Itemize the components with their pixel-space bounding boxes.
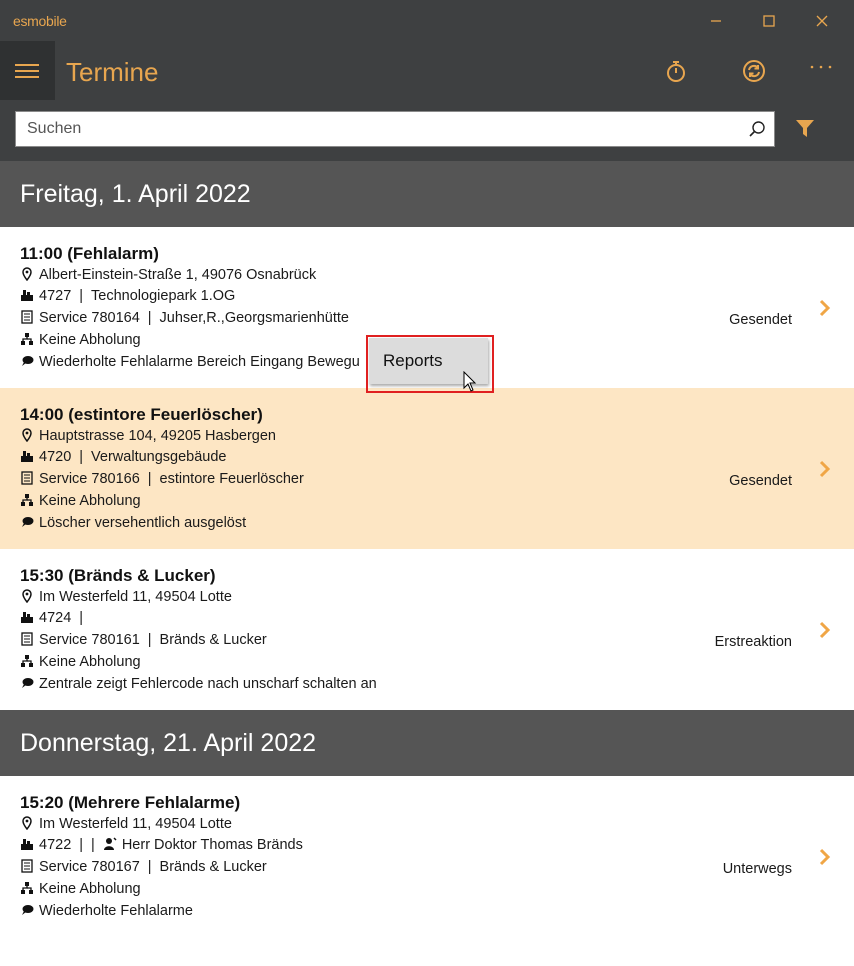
context-menu-item-reports[interactable]: Reports <box>383 351 443 370</box>
title-bar <box>0 0 854 41</box>
comment-icon <box>20 903 34 917</box>
pickup-line: Keine Abholung <box>20 654 141 670</box>
service-line: Service 780164 | Juhser,R.,Georgsmarienhütte <box>20 310 349 326</box>
chevron-right-icon[interactable] <box>818 299 832 317</box>
appointment-title: 11:00 (Fehlalarm) <box>20 244 159 263</box>
address-line: Im Westerfeld 11, 49504 Lotte <box>20 589 232 605</box>
appointment-title: 14:00 (estintore Feuerlöscher) <box>20 405 263 424</box>
app-header <box>0 41 854 100</box>
note-line: Löscher versehentlich ausgelöst <box>20 515 246 531</box>
address-line: Albert-Einstein-Straße 1, 49076 Osnabrück <box>20 267 316 283</box>
location-pin-icon <box>20 267 34 281</box>
location-pin-icon <box>20 428 34 442</box>
appointment-title: 15:30 (Bränds & Lucker) <box>20 566 216 585</box>
pickup-line: Keine Abholung <box>20 332 141 348</box>
location-pin-icon <box>20 589 34 603</box>
building-icon <box>20 449 34 463</box>
close-button[interactable] <box>811 10 833 32</box>
note-line: Wiederholte Fehlalarme Bereich Eingang Bewegu <box>20 354 360 370</box>
contact-person-icon <box>103 837 117 851</box>
object-line: 4720 | Verwaltungsgebäude <box>20 449 227 465</box>
appointment-title: 15:20 (Mehrere Fehlalarme) <box>20 793 241 812</box>
document-icon <box>20 310 34 324</box>
pickup-line: Keine Abholung <box>20 493 141 509</box>
search-icon[interactable] <box>748 120 766 138</box>
chevron-right-icon[interactable] <box>818 460 832 478</box>
app-name: esmobile <box>13 13 67 29</box>
hamburger-menu-button[interactable] <box>0 41 55 100</box>
service-line: Service 780161 | Bränds & Lucker <box>20 632 267 648</box>
object-line: 4722 | | Herr Doktor Thomas Bränds <box>20 837 303 853</box>
service-line: Service 780166 | estintore Feuerlöscher <box>20 471 304 487</box>
note-line: Wiederholte Fehlalarme <box>20 903 193 919</box>
status-label: Erstreaktion <box>714 634 792 650</box>
address-line: Hauptstrasse 104, 49205 Hasbergen <box>20 428 276 444</box>
chevron-right-icon[interactable] <box>818 621 832 639</box>
mouse-cursor-icon <box>463 371 477 393</box>
object-line: 4727 | Technologiepark 1.OG <box>20 288 235 304</box>
building-icon <box>20 610 34 624</box>
stopwatch-icon[interactable] <box>664 59 688 83</box>
filter-icon[interactable] <box>795 119 815 139</box>
search-bar <box>0 100 854 161</box>
hierarchy-icon <box>20 654 34 668</box>
date-header: Donnerstag, 21. April 2022 <box>0 710 854 776</box>
note-line: Zentrale zeigt Fehlercode nach unscharf schalten an <box>20 676 377 692</box>
chevron-right-icon[interactable] <box>818 848 832 866</box>
comment-icon <box>20 676 34 690</box>
appointment-item[interactable] <box>0 549 854 710</box>
location-pin-icon <box>20 816 34 830</box>
search-box <box>15 111 775 147</box>
comment-icon <box>20 515 34 529</box>
object-line: 4724 | <box>20 610 91 626</box>
address-line: Im Westerfeld 11, 49504 Lotte <box>20 816 232 832</box>
document-icon <box>20 471 34 485</box>
sync-icon[interactable] <box>742 59 766 83</box>
appointment-item[interactable] <box>0 776 854 937</box>
hierarchy-icon <box>20 493 34 507</box>
status-label: Unterwegs <box>722 861 792 877</box>
minimize-button[interactable] <box>705 10 727 32</box>
service-line: Service 780167 | Bränds & Lucker <box>20 859 267 875</box>
status-label: Gesendet <box>729 473 792 489</box>
status-label: Gesendet <box>729 312 792 328</box>
hierarchy-icon <box>20 332 34 346</box>
document-icon <box>20 859 34 873</box>
building-icon <box>20 288 34 302</box>
hierarchy-icon <box>20 881 34 895</box>
comment-icon <box>20 354 34 368</box>
date-header: Freitag, 1. April 2022 <box>0 161 854 227</box>
document-icon <box>20 632 34 646</box>
more-options-icon[interactable] <box>809 59 833 83</box>
appointment-item[interactable] <box>0 388 854 549</box>
pickup-line: Keine Abholung <box>20 881 141 897</box>
page-title: Termine <box>66 57 159 87</box>
search-input[interactable] <box>16 112 747 146</box>
building-icon <box>20 837 34 851</box>
maximize-button[interactable] <box>758 10 780 32</box>
